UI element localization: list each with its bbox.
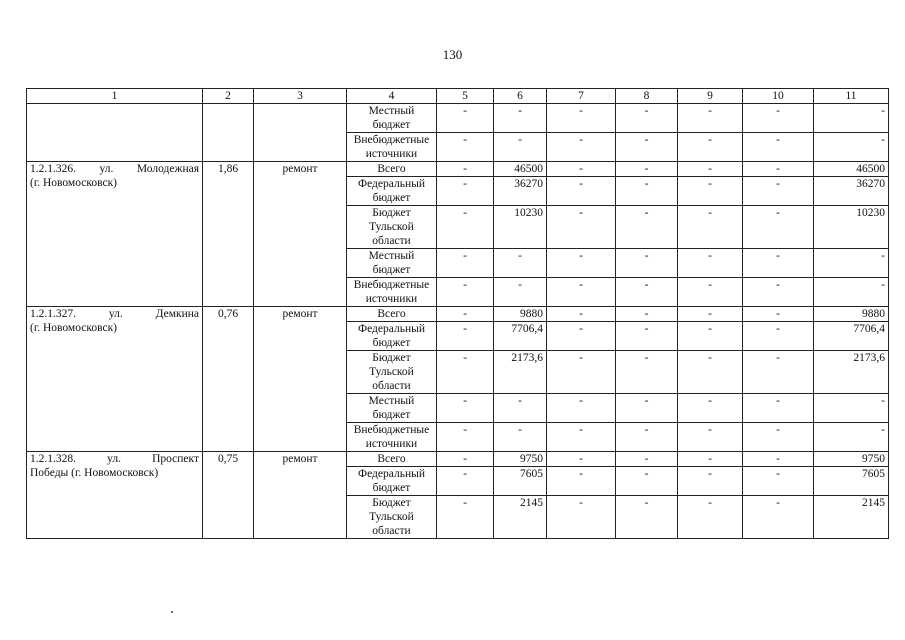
value-cell: 36270 [814, 177, 889, 206]
value-cell: - [616, 104, 678, 133]
source-cell: Всего [347, 452, 437, 467]
value-cell: - [743, 278, 814, 307]
work-type-cell: ремонт [254, 452, 347, 539]
header-row [27, 89, 889, 104]
object-name-cell [27, 162, 203, 307]
value-cell: - [678, 351, 743, 394]
source-cell: Бюджет Тульской области [347, 351, 437, 394]
value-cell: 2145 [494, 496, 547, 539]
value-cell: - [547, 452, 616, 467]
value-cell: - [547, 249, 616, 278]
value-cell: - [743, 133, 814, 162]
value-cell: - [494, 394, 547, 423]
value-cell: - [437, 206, 494, 249]
object-name-cell [27, 307, 203, 452]
value-cell: - [494, 278, 547, 307]
value-cell: - [616, 351, 678, 394]
value-cell: 9750 [494, 452, 547, 467]
value-cell: - [547, 162, 616, 177]
value-cell: 2173,6 [814, 351, 889, 394]
value-cell: - [437, 394, 494, 423]
value-cell: 10230 [814, 206, 889, 249]
scan-speck [171, 611, 173, 613]
value-cell: - [616, 177, 678, 206]
source-cell: Местный бюджет [347, 394, 437, 423]
value-cell: - [616, 496, 678, 539]
length-cell: 1,86 [203, 162, 254, 307]
object-name-line: (г. Новомосковск) [30, 177, 117, 189]
value-cell: 7605 [814, 467, 889, 496]
value-cell: - [743, 177, 814, 206]
value-cell: - [547, 206, 616, 249]
value-cell: - [678, 496, 743, 539]
value-cell: - [494, 249, 547, 278]
source-cell: Бюджет Тульской области [347, 206, 437, 249]
col-header: 5 [437, 89, 494, 104]
object-name-line: 1.2.1.327. ул. Демкина [30, 308, 199, 320]
value-cell: - [437, 278, 494, 307]
source-cell: Всего [347, 307, 437, 322]
value-cell: 9880 [494, 307, 547, 322]
value-cell: - [547, 351, 616, 394]
col-header: 9 [678, 89, 743, 104]
page-number: 130 [442, 47, 463, 62]
value-cell: - [814, 104, 889, 133]
value-cell: - [437, 452, 494, 467]
value-cell: - [616, 249, 678, 278]
table-row [27, 162, 889, 177]
value-cell: - [678, 307, 743, 322]
length-cell [203, 104, 254, 162]
table-row [27, 104, 889, 133]
value-cell: - [494, 133, 547, 162]
table-row [27, 452, 889, 467]
value-cell: - [547, 177, 616, 206]
value-cell: - [678, 467, 743, 496]
value-cell: - [616, 206, 678, 249]
value-cell: - [616, 394, 678, 423]
value-cell: - [437, 104, 494, 133]
value-cell: - [437, 177, 494, 206]
value-cell: - [437, 162, 494, 177]
budget-table [26, 88, 889, 539]
value-cell: - [743, 162, 814, 177]
value-cell: - [547, 394, 616, 423]
value-cell: - [616, 322, 678, 351]
source-cell: Внебюджетные источники [347, 278, 437, 307]
source-cell: Бюджет Тульской области [347, 496, 437, 539]
col-header: 11 [814, 89, 889, 104]
value-cell: - [743, 307, 814, 322]
value-cell: - [678, 104, 743, 133]
value-cell: 7706,4 [494, 322, 547, 351]
source-cell: Местный бюджет [347, 104, 437, 133]
value-cell: - [437, 496, 494, 539]
value-cell: - [616, 452, 678, 467]
value-cell: - [678, 423, 743, 452]
work-type-cell [254, 104, 347, 162]
value-cell: 9880 [814, 307, 889, 322]
col-header: 3 [254, 89, 347, 104]
value-cell: - [678, 133, 743, 162]
value-cell: - [547, 307, 616, 322]
source-cell: Местный бюджет [347, 249, 437, 278]
value-cell: - [678, 249, 743, 278]
col-header: 6 [494, 89, 547, 104]
value-cell: - [437, 351, 494, 394]
value-cell: - [437, 249, 494, 278]
source-cell: Всего [347, 162, 437, 177]
length-cell: 0,75 [203, 452, 254, 539]
length-cell: 0,76 [203, 307, 254, 452]
value-cell: - [814, 133, 889, 162]
work-type-cell: ремонт [254, 162, 347, 307]
col-header: 10 [743, 89, 814, 104]
value-cell: - [814, 278, 889, 307]
value-cell: - [678, 206, 743, 249]
value-cell: 9750 [814, 452, 889, 467]
value-cell: - [547, 133, 616, 162]
value-cell: - [814, 249, 889, 278]
value-cell: - [547, 278, 616, 307]
col-header: 1 [27, 89, 203, 104]
value-cell: - [437, 322, 494, 351]
value-cell: - [547, 322, 616, 351]
value-cell: - [547, 423, 616, 452]
value-cell: 7706,4 [814, 322, 889, 351]
value-cell: - [547, 467, 616, 496]
object-name-line: 1.2.1.328. ул. Проспект [30, 453, 199, 465]
value-cell: - [437, 467, 494, 496]
value-cell: - [494, 104, 547, 133]
value-cell: - [743, 206, 814, 249]
source-cell: Внебюджетные источники [347, 423, 437, 452]
value-cell: - [547, 496, 616, 539]
object-name-line: (г. Новомосковск) [30, 322, 117, 334]
value-cell: - [616, 467, 678, 496]
value-cell: - [678, 162, 743, 177]
value-cell: 2145 [814, 496, 889, 539]
value-cell: - [743, 467, 814, 496]
object-name-cell [27, 104, 203, 162]
value-cell: - [547, 104, 616, 133]
col-header: 7 [547, 89, 616, 104]
value-cell: - [814, 423, 889, 452]
value-cell: - [678, 278, 743, 307]
value-cell: - [437, 423, 494, 452]
value-cell: - [743, 104, 814, 133]
value-cell: - [616, 423, 678, 452]
source-cell: Федеральный бюджет [347, 322, 437, 351]
value-cell: - [678, 452, 743, 467]
object-name-cell [27, 452, 203, 539]
value-cell: - [678, 394, 743, 423]
source-cell: Федеральный бюджет [347, 177, 437, 206]
work-type-cell: ремонт [254, 307, 347, 452]
value-cell: - [743, 351, 814, 394]
value-cell: - [678, 177, 743, 206]
value-cell: - [616, 162, 678, 177]
value-cell: - [616, 278, 678, 307]
value-cell: - [437, 133, 494, 162]
source-cell: Федеральный бюджет [347, 467, 437, 496]
value-cell: 7605 [494, 467, 547, 496]
value-cell: 46500 [814, 162, 889, 177]
object-name-line: 1.2.1.326. ул. Молодежная [30, 163, 199, 175]
value-cell: - [616, 133, 678, 162]
value-cell: - [743, 322, 814, 351]
source-cell: Внебюджетные источники [347, 133, 437, 162]
table-row [27, 307, 889, 322]
col-header: 4 [347, 89, 437, 104]
value-cell: - [814, 394, 889, 423]
value-cell: - [743, 452, 814, 467]
value-cell: - [743, 249, 814, 278]
value-cell: - [616, 307, 678, 322]
value-cell: - [743, 496, 814, 539]
value-cell: - [437, 307, 494, 322]
value-cell: 36270 [494, 177, 547, 206]
object-name-line: Победы (г. Новомосковск) [30, 467, 159, 479]
value-cell: 2173,6 [494, 351, 547, 394]
value-cell: - [743, 394, 814, 423]
value-cell: - [743, 423, 814, 452]
col-header: 2 [203, 89, 254, 104]
value-cell: - [678, 322, 743, 351]
value-cell: - [494, 423, 547, 452]
value-cell: 46500 [494, 162, 547, 177]
value-cell: 10230 [494, 206, 547, 249]
col-header: 8 [616, 89, 678, 104]
